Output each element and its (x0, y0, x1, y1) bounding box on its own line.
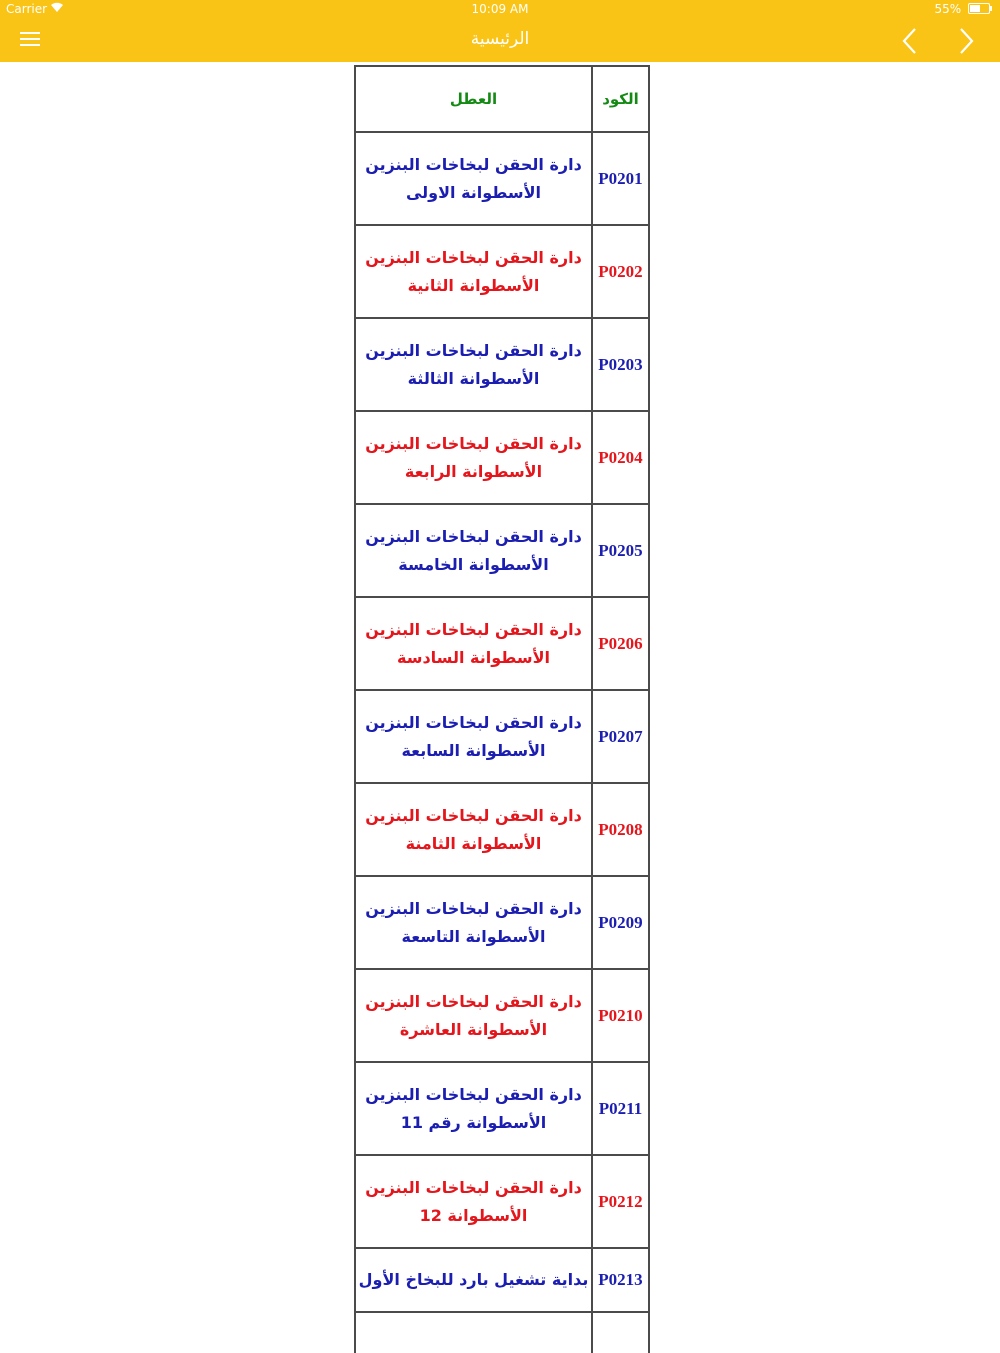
code-cell: P0211 (598, 1098, 643, 1118)
code-cell: P0203 (598, 354, 643, 374)
table-header (356, 65, 648, 131)
fault-description (365, 244, 582, 300)
fault-line-2: الأسطوانة الاولى (405, 182, 542, 202)
fault-line-2: الأسطوانة العاشرة (399, 1019, 548, 1039)
fault-cell (356, 1063, 593, 1154)
fault-cell (356, 505, 593, 596)
code-cell: P0209 (598, 912, 643, 932)
battery-icon (968, 3, 990, 14)
table-row (356, 968, 648, 1061)
fault-line-2: الأسطوانة رقم 11 (400, 1112, 547, 1132)
fault-description (365, 895, 582, 951)
fault-cell (356, 691, 593, 782)
fault-line-1: دارة الحقن لبخاخات البنزين (365, 712, 582, 732)
table-row (356, 131, 648, 224)
navigation-bar (0, 20, 1000, 62)
table-row (356, 689, 648, 782)
fault-line-1: دارة الحقن لبخاخات البنزين (365, 247, 582, 267)
fault-line-1: دارة الحقن لبخاخات البنزين (365, 433, 582, 453)
table-row (356, 782, 648, 875)
fault-cell (356, 1156, 593, 1247)
table-row (356, 317, 648, 410)
code-cell: P0206 (598, 633, 643, 653)
fault-line-1: دارة الحقن لبخاخات البنزين (365, 340, 582, 360)
fault-line-1: دارة الحقن لبخاخات البنزين (365, 991, 582, 1011)
back-arrow-icon[interactable] (895, 22, 925, 60)
fault-line-1: دارة الحقن لبخاخات البنزين (365, 526, 582, 546)
page-title: الرئيسية (470, 29, 530, 49)
fault-code-table (354, 65, 650, 1353)
code-cell: P0213 (598, 1270, 643, 1289)
fault-line-2: الأسطوانة الرابعة (404, 461, 543, 481)
code-cell: P0212 (598, 1191, 643, 1211)
status-time: 10:09 AM (471, 2, 529, 16)
fault-cell (356, 970, 593, 1061)
code-cell: P0207 (598, 726, 643, 746)
table-row (356, 875, 648, 968)
fault-line-1: دارة الحقن لبخاخات البنزين (365, 1084, 582, 1104)
header-code: الكود (602, 90, 639, 108)
fault-cell (356, 784, 593, 875)
code-cell: P0204 (598, 447, 643, 467)
battery-percent: 55% (934, 2, 962, 16)
fault-description (365, 1174, 582, 1230)
code-cell: P0202 (598, 261, 643, 281)
fault-line-1: دارة الحقن لبخاخات البنزين (365, 898, 582, 918)
fault-cell (356, 226, 593, 317)
fault-line-2: الأسطوانة السادسة (397, 647, 550, 667)
forward-arrow-icon[interactable] (951, 22, 981, 60)
fault-description (359, 1266, 589, 1294)
fault-description (365, 988, 582, 1044)
fault-cell (356, 412, 593, 503)
status-bar (0, 0, 1000, 20)
fault-description (365, 430, 582, 486)
fault-cell (356, 598, 593, 689)
table-row (356, 503, 648, 596)
battery-indicator (935, 2, 991, 16)
table-row (356, 410, 648, 503)
fault-cell (356, 1249, 593, 1311)
fault-line-2: الأسطوانة الثامنة (405, 833, 542, 853)
header-fault: العطل (356, 67, 593, 131)
table-row (356, 224, 648, 317)
table-row (356, 1154, 648, 1247)
fault-description (365, 151, 582, 207)
code-cell: P0205 (598, 540, 643, 560)
fault-description (365, 1081, 582, 1137)
fault-line-2: الأسطوانة الثالثة (407, 368, 540, 388)
fault-description (365, 337, 582, 393)
fault-line-2: الأسطوانة 12 (419, 1205, 528, 1225)
code-cell: P0201 (598, 168, 643, 188)
fault-line-1: دارة الحقن لبخاخات البنزين (365, 1177, 582, 1197)
fault-cell (356, 133, 593, 224)
fault-line-2: الأسطوانة الثانية (407, 275, 540, 295)
fault-line-1: دارة الحقن لبخاخات البنزين (365, 805, 582, 825)
fault-line-1: بداية تشغيل بارد للبخاخ الأول (358, 1270, 589, 1289)
table-row (356, 1247, 648, 1311)
code-cell: P0208 (598, 819, 643, 839)
top-bar (0, 0, 1000, 62)
fault-description (365, 709, 582, 765)
code-cell: P0210 (598, 1005, 643, 1025)
fault-line-1: دارة الحقن لبخاخات البنزين (365, 619, 582, 639)
carrier-label: Carrier (6, 2, 48, 16)
fault-cell (356, 319, 593, 410)
fault-line-2: الأسطوانة الخامسة (398, 554, 549, 574)
fault-description (365, 802, 582, 858)
fault-cell (356, 1313, 593, 1353)
fault-description (365, 523, 582, 579)
fault-description (365, 616, 582, 672)
fault-line-2: الأسطوانة السابعة (401, 740, 546, 760)
fault-line-1: دارة الحقن لبخاخات البنزين (365, 154, 582, 174)
fault-line-2: الأسطوانة التاسعة (401, 926, 546, 946)
table-row (356, 596, 648, 689)
fault-cell (356, 877, 593, 968)
code-cell (593, 1313, 648, 1353)
table-row (356, 1061, 648, 1154)
table-row (356, 1311, 648, 1353)
